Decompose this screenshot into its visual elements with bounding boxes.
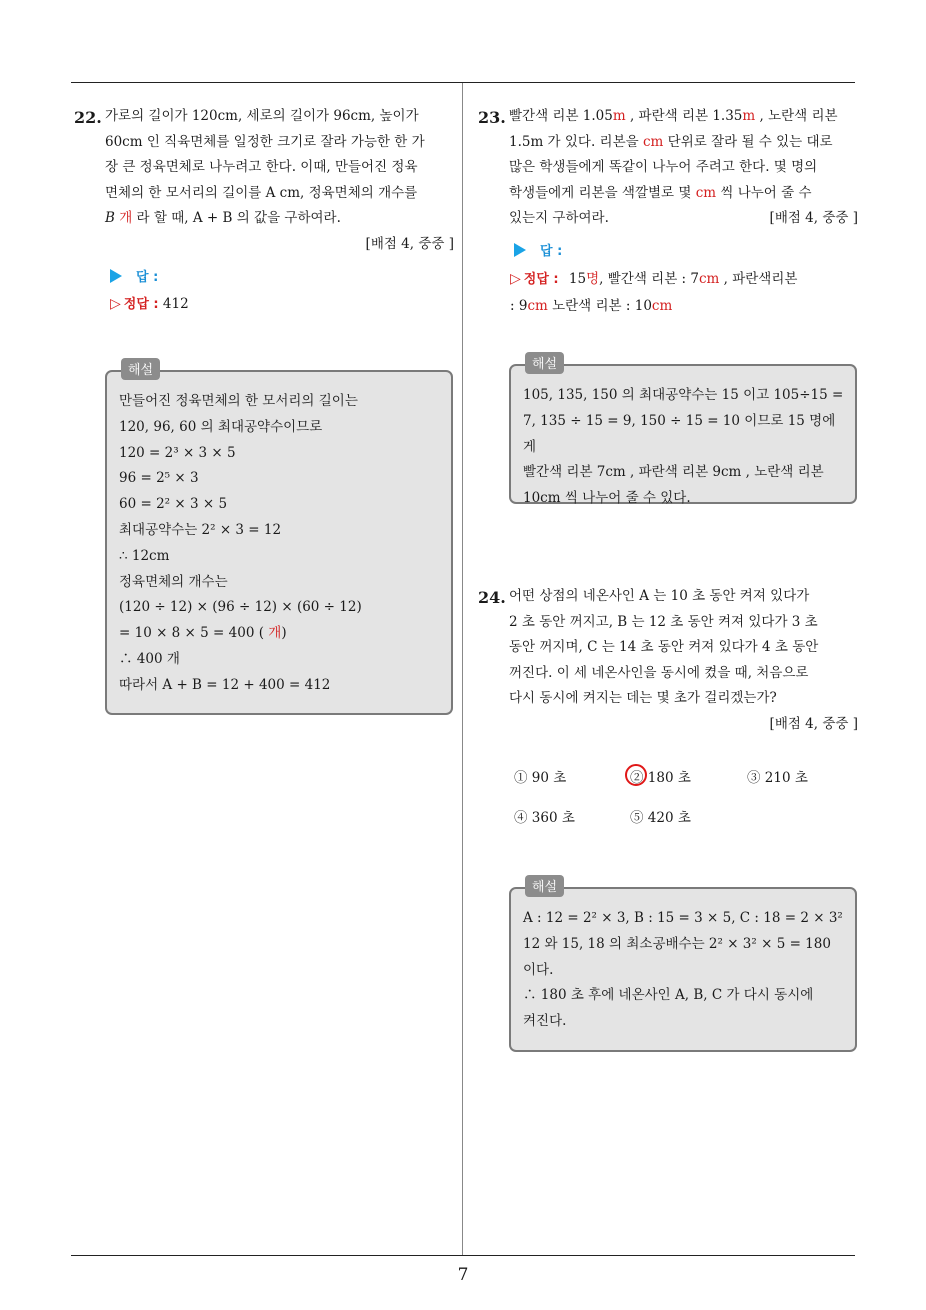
q24-score: [배점 4, 중중 ]: [769, 715, 858, 732]
top-rule: [71, 82, 855, 83]
q22-line: 가로의 길이가 120cm, 세로의 길이가 96cm, 높이가: [105, 108, 419, 124]
explanation-tag: 해설: [525, 875, 564, 897]
q22-line: B 개 라 할 때, A + B 의 값을 구하여라.: [105, 210, 341, 227]
q24-explanation-box: [509, 880, 857, 1052]
q22-score: [배점 4, 중중 ]: [365, 235, 454, 252]
q23-line: 학생들에게 리본을 색깔별로 몇 cm 씩 나누어 줄 수: [509, 184, 812, 201]
play-arrow-icon: [514, 243, 526, 257]
explain-line: 최대공약수는 2² × 3 = 12: [119, 521, 282, 538]
q23-explanation-text: [523, 383, 848, 512]
choice-5[interactable]: ⑤ 420 초: [630, 810, 691, 826]
q22-line: 장 큰 정육면체로 나누려고 한다. 이때, 만들어진 정육: [105, 159, 418, 176]
explain-line: 따라서 A + B = 12 + 400 = 412: [119, 676, 331, 693]
q23-correct-row: ▷ 정답 : 15명, 빨간색 리본 : 7cm , 파란색리본 : 9cm 노란색 리본 : 10cm: [510, 271, 798, 314]
q23-score: [배점 4, 중중 ]: [769, 210, 858, 227]
q22-explanation-box: [105, 363, 453, 715]
explain-line: 정육면체의 개수는: [119, 573, 228, 590]
correct-label: 정답 :: [523, 272, 559, 287]
explain-line: A : 12 = 2² × 3, B : 15 = 3 × 5, C : 18 = 2 × 3²: [523, 910, 843, 926]
q23-line: 빨간색 리본 1.05m , 파란색 리본 1.35m , 노란색 리본: [509, 108, 838, 124]
explain-line: 96 = 2⁵ × 3: [119, 470, 199, 487]
choice-2[interactable]: ② 180 초: [630, 770, 691, 786]
choice-3[interactable]: ③ 210 초: [747, 770, 808, 786]
q24-explanation-text: [523, 906, 848, 1035]
explain-line: = 10 × 8 × 5 = 400 ( 개): [119, 625, 287, 642]
q23-explanation-box: [509, 357, 857, 507]
q23-line: 1.5m 가 있다. 리본을 cm 단위로 잘라 될 수 있는 대로: [509, 133, 833, 150]
question-22-text: [105, 104, 454, 258]
q23-answer-row: [514, 238, 562, 265]
choice-4[interactable]: ④ 360 초: [514, 810, 575, 826]
explain-line: 이다.: [523, 961, 554, 978]
q23-line: 있는지 구하여라. [배점 4, 중중 ]: [509, 206, 858, 232]
explain-line: 켜진다.: [523, 1013, 567, 1030]
question-24-text: [509, 584, 858, 738]
outline-triangle-icon: ▷: [110, 296, 121, 312]
bottom-rule: [71, 1255, 855, 1256]
explain-line: 120, 96, 60 의 최대공약수이므로: [119, 418, 323, 435]
question-23-text: [509, 104, 858, 232]
q22-line: 면체의 한 모서리의 길이를 A cm, 정육면체의 개수를: [105, 184, 418, 201]
page-number: 7: [457, 1265, 469, 1285]
question-22-number: 22.: [74, 108, 102, 127]
explain-line: 60 = 2² × 3 × 5: [119, 496, 228, 513]
q24-line: 꺼진다. 이 세 네온사인을 동시에 켰을 때, 처음으로: [509, 664, 809, 681]
explain-line: 만들어진 정육면체의 한 모서리의 길이는: [119, 393, 358, 409]
outline-triangle-icon: ▷: [510, 271, 521, 287]
q22-line: 60cm 인 직육면체를 일정한 크기로 잘라 가능한 한 가: [105, 133, 425, 150]
q24-line: 동안 꺼지며, C 는 14 초 동안 켜져 있다가 4 초 동안: [509, 639, 819, 656]
explain-line: 120 = 2³ × 3 × 5: [119, 444, 236, 461]
q23-line: 많은 학생들에게 똑같이 나누어 주려고 한다. 몇 명의: [509, 159, 818, 176]
explain-line: ∴ 180 초 후에 네온사인 A, B, C 가 다시 동시에: [523, 987, 814, 1004]
question-23-number: 23.: [478, 108, 506, 127]
answer-label: 답 :: [136, 270, 159, 285]
answer-label: 답 :: [540, 244, 563, 259]
question-24-number: 24.: [478, 588, 506, 607]
q24-line: 2 초 동안 꺼지고, B 는 12 초 동안 켜져 있다가 3 초: [509, 613, 818, 630]
play-arrow-icon: [110, 269, 122, 283]
correct-label: 정답 :: [123, 297, 159, 312]
explain-line: ∴ 400 개: [119, 650, 180, 667]
explain-line: 105, 135, 150 의 최대공약수는 15 이고 105÷15 =: [523, 387, 844, 403]
explain-line: 7, 135 ÷ 15 = 9, 150 ÷ 15 = 10 이므로 15 명에게: [523, 412, 836, 455]
explain-line: 빨간색 리본 7cm , 파란색 리본 9cm , 노란색 리본: [523, 464, 824, 481]
explain-line: (120 ÷ 12) × (96 ÷ 12) × (60 ÷ 12): [119, 599, 362, 616]
q24-line: 어떤 상점의 네온사인 A 는 10 초 동안 켜져 있다가: [509, 588, 810, 604]
q22-explanation-text: [119, 389, 444, 699]
correct-value: 412: [162, 296, 189, 312]
q22-correct-row: [110, 291, 189, 318]
explanation-tag: 해설: [121, 358, 160, 380]
q22-answer-row: [110, 264, 158, 291]
choice-1[interactable]: ① 90 초: [514, 770, 567, 786]
column-divider: [462, 83, 463, 1255]
q24-line: 다시 동시에 켜지는 데는 몇 초가 걸리겠는가?: [509, 690, 777, 707]
explain-line: ∴ 12cm: [119, 547, 170, 564]
explain-line: 10cm 씩 나누어 줄 수 있다.: [523, 490, 691, 507]
explain-line: 12 와 15, 18 의 최소공배수는 2² × 3² × 5 = 180: [523, 935, 831, 952]
explanation-tag: 해설: [525, 352, 564, 374]
